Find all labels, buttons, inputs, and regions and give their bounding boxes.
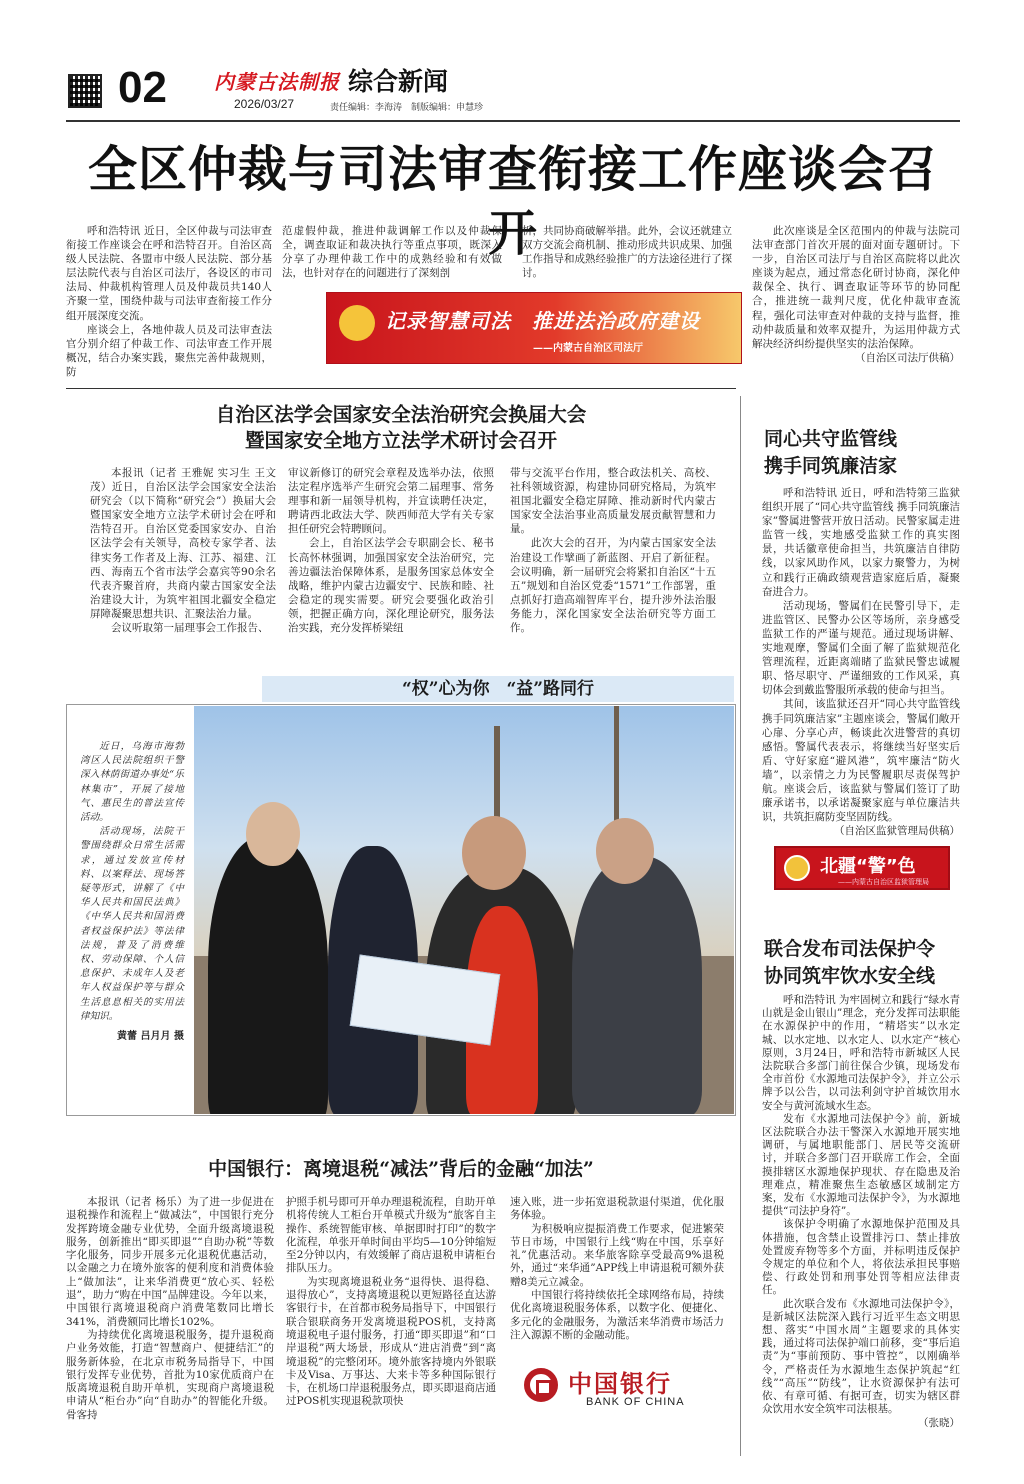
person-judge xyxy=(208,836,328,1114)
page-number: 02 xyxy=(118,63,167,112)
paragraph: 速入账，进一步拓宽退税款退付渠道，优化服务体验。 xyxy=(510,1196,724,1222)
lead-column-3 xyxy=(522,224,732,280)
paragraph: 为实现离境退税业务“退得快、退得稳、退得放心”，支持离境退税以更短路径直达游客银行卡，在首都市税务局指导下，中国银行联合银联商务开发离境退税POS机，支持离境退税电子退付服务，打通“即买即退”和“口岸退税”两大场景，形成从“进店消费”到“离境退税”的完整闭环。境外旅客持境内外银联卡及Visa、万事达、大来卡等多种国际银行卡，在机场口岸退税服务点，即买即退商店通过POS机实现退税款项快 xyxy=(286,1275,496,1408)
banner-source: ——内蒙古自治区监狱管理局 xyxy=(838,878,929,886)
banner-text: 记录智慧司法 推进法治政府建设 xyxy=(385,309,700,333)
article4-headline: 中国银行：离境退税“减法”背后的金融“加法” xyxy=(208,1158,594,1180)
logo-square xyxy=(536,1380,552,1396)
paragraph: 护照手机号即可开单办理退税流程，自助开单机将传统人工柜台开单模式升级为“旅客自主操作、系统智能审核、单据即时打印”的数字化流程，单张开单时间由平均5—10分钟缩短至2分钟以内，有效缓解了商店退税申请柜台排队压力。 xyxy=(286,1196,496,1275)
paragraph: 此次大会的召开，为内蒙古国家安全法治建设工作擘画了新蓝图、开启了新征程。会议明确，新一届研究会将紧扣自治区“十五五”规划和自治区党委“1571”工作部署，重点抓好打造高端智库平台，提升涉外法治服务能力，深化国家安全法治研究等方面工作。 xyxy=(510,537,716,635)
column-divider xyxy=(740,396,741,1456)
photo-story-title: “权”心为你 “益”路同行 xyxy=(401,679,595,699)
paragraph: 该保护令明确了水源地保护范围及具体措施，包含禁止设置排污口、禁止排放处置废弃物等多个方面，并标明违反保护令规定的单位和个人，将依法承担民事赔偿、行政处罚和刑事处罚等相应法律责任。 xyxy=(762,1218,960,1297)
person-head xyxy=(462,816,526,890)
article4-column-2 xyxy=(286,1196,496,1409)
headline-line: 携手同筑廉洁家 xyxy=(764,455,898,477)
paragraph: 本报讯（记者 王雅妮 实习生 王文茂）近日，自治区法学会国家安全法治研究会（以下简称“研究会”）换届大会暨国家安全地方立法学术研讨会在呼和浩特召开。自治区党委国家安办、自治区法学会有关领导，高校专家学者、法律实务工作者及上海、江苏、福建、江西、海南五个省市法学会嘉宾等90余名代表齐聚首府，共商内蒙古国家安全法治建设大计，为筑牢祖国北疆安全稳定屏障凝聚思想共识、汇聚法治力量。 xyxy=(90,467,276,620)
person-elder xyxy=(572,856,702,1114)
article5-body xyxy=(762,994,960,1430)
paragraph: 本报讯（记者 杨乐）为了进一步促进在退税操作和流程上“做减法”，中国银行充分发挥跨境金融专业优势，全面升级离境退税服务，创新推出“即买即退”“自助办税”等数字化服务，同步开展多元化退税优惠活动，以金融之力在境外旅客的便利度和消费体验上“做加法”，让来华消费更“放心买、轻松退”，助力“购在中国”品牌建设。今年以来，中国银行离境退税商户消费笔数同比增长341%，消费额同比增长102%。 xyxy=(66,1196,274,1328)
header-rule xyxy=(66,120,960,122)
headline-line: 暨国家安全地方立法学术研讨会召开 xyxy=(244,429,557,452)
banner-source: ——内蒙古自治区司法厅 xyxy=(533,343,643,354)
lead-headline: 全区仲裁与司法审查衔接工作座谈会召开 xyxy=(87,141,938,262)
paragraph: 为持续优化离境退税服务，提升退税商户业务效能，打造“智慧商户、便捷结汇”的服务新体验，在北京市税务局指导下，中国银行发挥专业优势，首批为10家优质商户在版离境退税自助开单机，实现商户离境退税申请从“柜台办”向“自助办”的智能化升级。骨客持 xyxy=(66,1328,274,1421)
banner-smart-justice xyxy=(326,292,742,364)
article3-body xyxy=(762,486,960,838)
lead-column-4 xyxy=(752,224,960,365)
section-rule xyxy=(66,388,736,389)
paragraph: 发布《水源地司法保护令》前，新城区法院联合办法干警深入水源地开展实地调研，与属地职能部门、居民等交流研讨，并联合多部门召开联席工作会，全面摸排辖区水源地保护现状、存在隐患及治理难点，精准聚焦生态敏感区域制定方案，发布《水源地司法保护令》，为水源地提供“司法护身符”。 xyxy=(762,1112,960,1218)
article2-headline xyxy=(66,402,736,454)
credit: （自治区监狱管理局供稿） xyxy=(834,825,960,838)
headline-line: 同心共守监管线 xyxy=(764,428,898,450)
paragraph: 会议听取第一届理事会工作报告、 xyxy=(111,622,269,635)
bank-of-china-logo-icon xyxy=(524,1368,558,1402)
article2-column-3 xyxy=(510,466,716,635)
paragraph: 活动现场，警属们在民警引导下，走进监管区、民警办公区等场所，亲身感受监狱工作的严谨与规范。通过现场讲解、实地观摩，警属们全面了解了监狱规范化管理流程，近距离端睹了监狱民警忠诚履职、恪尽职守、严谨细致的工作风采，真切体会到戴监警服所承载的使命与担当。 xyxy=(762,599,960,697)
photo-story-title-bar xyxy=(262,676,734,702)
headline-line: 联合发布司法保护令 xyxy=(764,938,936,960)
paragraph: 为积极响应提振消费工作要求，促进繁荣节日市场，中国银行上线“购在中国，乐享好礼”优惠活动。来华旅客除享受最高9%退税外，通过“来华通”APP线上申请退税可额外获赠8美元立减金。 xyxy=(510,1222,724,1288)
article4-column-3 xyxy=(510,1196,724,1342)
emblem-icon xyxy=(339,305,375,341)
qr-code-icon xyxy=(68,74,102,108)
paragraph: 呼和浩特讯 近日，全区仲裁与司法审查衔接工作座谈会在呼和浩特召开。自治区高级人民法院、各盟市中级人民法院、部分基层法院代表与自治区司法厅，各设区的市司法局、仲裁机构管理人员及仲裁员共140人齐聚一堂，围绕仲裁与司法审查衔接工作分组开展深度交流。 xyxy=(66,225,272,322)
credit: （自治区司法厅供稿） xyxy=(855,351,960,364)
paragraph: 会上，自治区法学会专职副会长、秘书长高怀林强调，加强国家安全法治研究，完善边疆法治保障体系，是服务国家总体安全战略，维护内蒙古边疆安宁、民族和睦、社会稳定的现实需要。研究会要强化政治引领，把握正确方向，深化理论研究，服务法治实践，充分发挥桥梁纽 xyxy=(288,537,494,635)
article5-headline xyxy=(764,936,935,990)
bank-logo-en: BANK OF CHINA xyxy=(586,1396,685,1408)
paragraph: 此次座谈是全区范围内的仲裁与法院司法审查部门首次开展的面对面专题研讨。下一步，自治区司法厅与自治区高院将以此次座谈为起点，通过常态化研讨协商，深化仲裁保全、执行、调查取证等环节的协同配合，推进统一裁判尺度，优化仲裁审查流程，强化司法审查对仲裁的支持与监督，推动仲裁质量和效率双提升，为运用仲裁方式解决经济纠纷提供坚实的法治保障。 xyxy=(752,225,960,350)
banner-text: 北疆“警”色 xyxy=(820,856,916,877)
headline-line: 协同筑牢饮水安全线 xyxy=(764,965,936,987)
police-badge-icon xyxy=(784,855,810,881)
article2-column-1 xyxy=(90,466,276,635)
editor-line: 责任编辑：李海涛 制版编辑：申慧珍 xyxy=(330,103,484,113)
article4-column-1 xyxy=(66,1196,274,1422)
headline-line: 自治区法学会国家安全法治研究会换届大会 xyxy=(215,403,587,426)
paragraph: 座谈会上，各地仲裁人员及司法审查法官分别介绍了仲裁工作、司法审查工作开展概况，结合办案实践，聚焦完善仲裁规则，防 xyxy=(66,323,272,378)
paragraph: 此次联合发布《水源地司法保护令》，是新城区法院深入践行习近平生态文明思想、落实“中国水周”主题要求的具体实践，通过将司法保护端口前移，变“事后追责”为“事前预防、事中管控”，以刚确举令，严格责任为水源地生态保护筑起“红线”“高压”“防线”，让水资源保护有法可依、有章可循、有据可查，切实为辖区群众饮用水安全筑牢司法根基。 xyxy=(762,1297,960,1416)
photo-caption xyxy=(80,740,184,1044)
bank-logo-cn: 中国银行 xyxy=(568,1369,672,1398)
paragraph: 带与交流平台作用，整合政法机关、高校、社科领域资源，构建协同研究格局，为筑牢祖国北疆安全稳定屏障、推动新时代内蒙古国家安全法治事业高质量发展贡献智慧和力量。 xyxy=(510,467,716,536)
article2-column-2 xyxy=(288,466,494,635)
paragraph: 呼和浩特讯 为牢固树立和践行“绿水青山就是金山银山”理念，充分发挥司法职能在水源保护中的作用，“精塔实”以水定城、以水定地、以水定人、以水定产“核心原则，3月24日，呼和浩特市新城区人民法院联合多部门前往保合少镇，现场发布全市首份《水源地司法保护令》，并立公示牌予以公告，以司法利剑守护首城饮用水安全与黄河流域水生态。 xyxy=(762,994,960,1112)
paragraph: 中国银行将持续依托全球网络布局，持续优化离境退税服务体系，以数字化、便捷化、多元化的金融服务，为激活来华消费市场活力注入源源不断的金融动能。 xyxy=(510,1289,724,1341)
photo-court-outreach xyxy=(194,706,734,1114)
paragraph: 近日，乌海市海勃湾区人民法院组织干警深入林荫街道办事处“乐林集市”，开展了接地气、惠民生的普法宣传活动。 xyxy=(80,741,184,824)
lead-column-1 xyxy=(66,224,272,379)
banner-police xyxy=(774,846,950,890)
issue-date: 2026/03/27 xyxy=(234,97,295,111)
newspaper-logo: 内蒙古法制报 xyxy=(214,70,340,94)
paragraph: 范虚假仲裁，推进仲裁调解工作以及仲裁保全，调查取证和裁决执行等重点事项，既深入分享了办理仲裁工作中的成熟经验和有效做法，也针对存在的问题进行了深刻剖 xyxy=(282,225,502,280)
paragraph: 其间，该监狱还召开“同心共守监管线 携手同筑廉洁家”主题座谈会，警属们敞开心扉、分享心声，畅谈此次进警营的真切感悟。警属代表表示，将继续当好坚实后盾、守好家庭“避风港”，筑牢廉洁“防火墙”，以亲情之力为民警履职尽责保驾护航。座谈会后，该监狱与警属们签订了助廉承诺书，以承诺凝聚家庭与单位廉洁共识，共筑拒腐防变坚固防线。 xyxy=(762,698,960,824)
section-title: 综合新闻 xyxy=(348,67,449,96)
paragraph: 活动现场，法院干警围绕群众日常生活需求，通过发放宣传材料、以案释法、现场答疑等形式，讲解了《中华人民共和国民法典》《中华人民共和国消费者权益保护法》等法律法规，普及了消费维权、劳动保障、个人信息保护、未成年人及老年人权益保护等与群众生活息息相关的实用法律知识。 xyxy=(80,826,184,1022)
article3-headline xyxy=(764,426,897,480)
person-head xyxy=(246,802,300,866)
person-head xyxy=(596,818,654,884)
credit: （张晓） xyxy=(918,1416,960,1429)
paragraph: 呼和浩特讯 近日，呼和浩特第三监狱组织开展了“同心共守监管线 携手同筑廉洁家”警属进警营开放日活动。民警家属走进监管一线，实地感受监狱工作的真实图景，共话徽章使命担当，共筑廉洁自律防线，以家风助作风，以家力聚警力，为树立和践行正确政绩观营造家庭后盾，凝聚奋进合力。 xyxy=(762,487,960,598)
paragraph: 析，共同协商破解举措。此外，会议还就建立双方交流会商机制、推动形成共识成果、加强工作指导和成熟经验推广的方法途径进行了探讨。 xyxy=(522,225,732,280)
lead-column-2 xyxy=(282,224,502,280)
paragraph: 审议新修订的研究会章程及选举办法，依照法定程序选举产生研究会第二届理事、常务理事和新一届领导机构，并宣读聘任决定，聘请西北政法大学、陕西师范大学有关专家担任研究会特聘顾问。 xyxy=(288,467,494,536)
photo-author: 黄蕾 吕月月 摄 xyxy=(117,1031,184,1043)
